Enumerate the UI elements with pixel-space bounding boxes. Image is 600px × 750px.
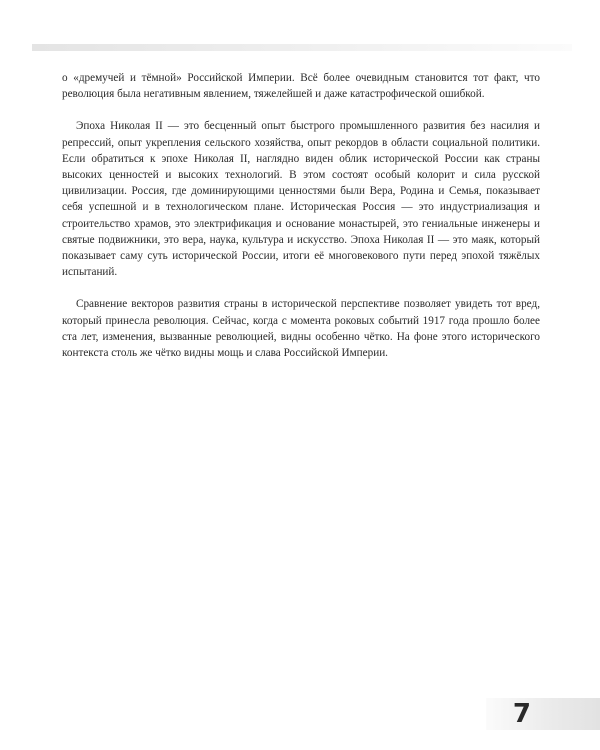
page-number-tab bbox=[486, 698, 600, 730]
paragraph-3: Сравнение векторов развития страны в исторической перспективе позволяет увидеть тот вред, который принесла революция. Сейчас, когда с момента роковых событий 1917 года прошло более ста лет, изменения, вызванные революцией, видны особенно чётко. На фоне этого исторического контекста столь же чётко видны мощь и слава Российской Империи. bbox=[62, 298, 540, 360]
paragraph-1: о «дремучей и тёмной» Российской Империи. Всё более очевидным становится тот факт, что революция была негативным явлением, тяжелейшей и даже катастрофической ошибкой. bbox=[62, 72, 540, 101]
page-number: 7 bbox=[512, 699, 530, 729]
body-text bbox=[62, 70, 540, 377]
header-rule bbox=[32, 44, 572, 51]
paragraph-2: Эпоха Николая II — это бесценный опыт быстрого промышленного развития без насилия и репрессий, опыт укрепления сельского хозяйства, опыт рекордов в области социальной политики. Если обратиться к эпохе Николая II, наглядно виден облик исторической России как страны высоких ценностей и высоких технологий. В этом состоят особый колорит и сила русской цивилизации. Россия, где доминирующими ценностями были Вера, Родина и Семья, показывает себя успешной и в технологическом плане. Историческая Россия — это индустриализация и строительство храмов, это электрификация и основание монастырей, это гениальные инженеры и святые подвижники, это вера, наука, культура и искусство. Эпоха Николая II — это маяк, который показывает саму суть исторической России, итоги её многовекового пути перед эпохой тяжёлых испытаний. bbox=[62, 120, 540, 279]
